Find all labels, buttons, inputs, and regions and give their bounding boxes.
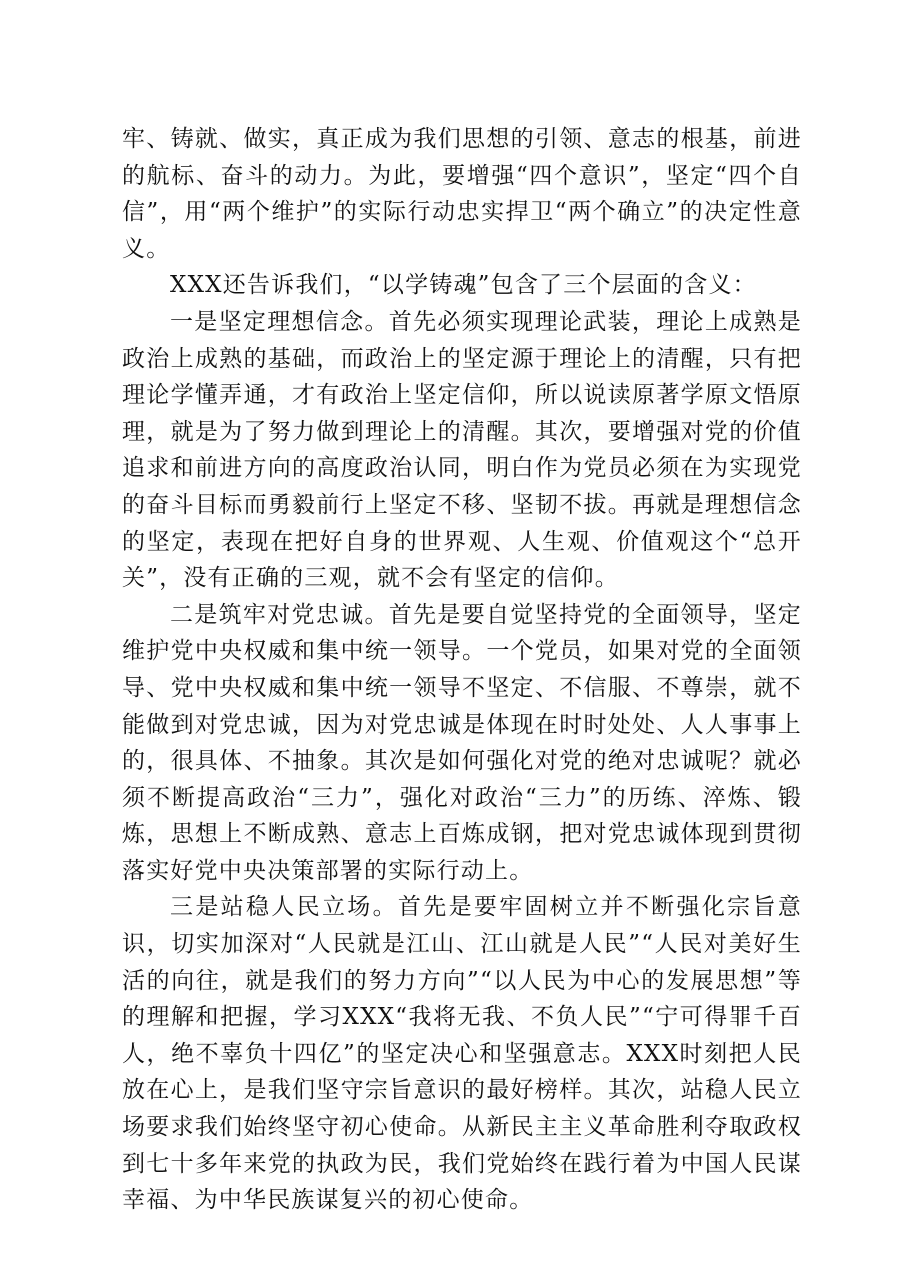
paragraph-continuation: 牢、铸就、做实，真正成为我们思想的引领、意志的根基，前进的航标、奋斗的动力。为此，要增强“四个意识”，坚定“四个自信”，用“两个维护”的实际行动忠实捍卫“两个确立”的决定性意义。	[122, 126, 802, 262]
paragraph-point-three: 三是站稳人民立场。首先是要牢固树立并不断强化宗旨意识，切实加深对“人民就是江山、江山就是人民”“人民对美好生活的向往，就是我们的努力方向”“以人民为中心的发展思想”等的理解和把握，学习XXX“我将无我、不负人民”“宁可得罪千百人，绝不辜负十四亿”的坚定决心和坚强意志。XXX时刻把人民放在心上，是我们坚守宗旨意识的最好榜样。其次，站稳人民立场要求我们始终坚守初心使命。从新民主主义革命胜利夺取政权到七十多年来党的执政为民，我们党始终在践行着为中国人民谋幸福、为中华民族谋复兴的初心使命。	[122, 894, 802, 1214]
paragraph-point-two: 二是筑牢对党忠诚。首先是要自觉坚持党的全面领导，坚定维护党中央权威和集中统一领导。一个党员，如果对党的全面领导、党中央权威和集中统一领导不坚定、不信服、不尊崇，就不能做到对党忠诚，因为对党忠诚是体现在时时处处、人人事事上的，很具体、不抽象。其次是如何强化对党的绝对忠诚呢？就必须不断提高政治“三力”，强化对政治“三力”的历练、淬炼、锻炼，思想上不断成熟、意志上百炼成钢，把对党忠诚体现到贯彻落实好党中央决策部署的实际行动上。	[122, 601, 802, 884]
paragraph-intro: XXX还告诉我们，“以学铸魂”包含了三个层面的含义：	[170, 272, 757, 299]
document-body	[122, 121, 802, 1219]
paragraph-point-one: 一是坚定理想信念。首先必须实现理论武装，理论上成熟是政治上成熟的基础，而政治上的坚定源于理论上的清醒，只有把理论学懂弄通，才有政治上坚定信仰，所以说读原著学原文悟原理，就是为了努力做到理论上的清醒。其次，要增强对党的价值追求和前进方向的高度政治认同，明白作为党员必须在为实现党的奋斗目标而勇毅前行上坚定不移、坚韧不拔。再就是理想信念的坚定，表现在把好自身的世界观、人生观、价值观这个“总开关”，没有正确的三观，就不会有坚定的信仰。	[122, 308, 802, 592]
